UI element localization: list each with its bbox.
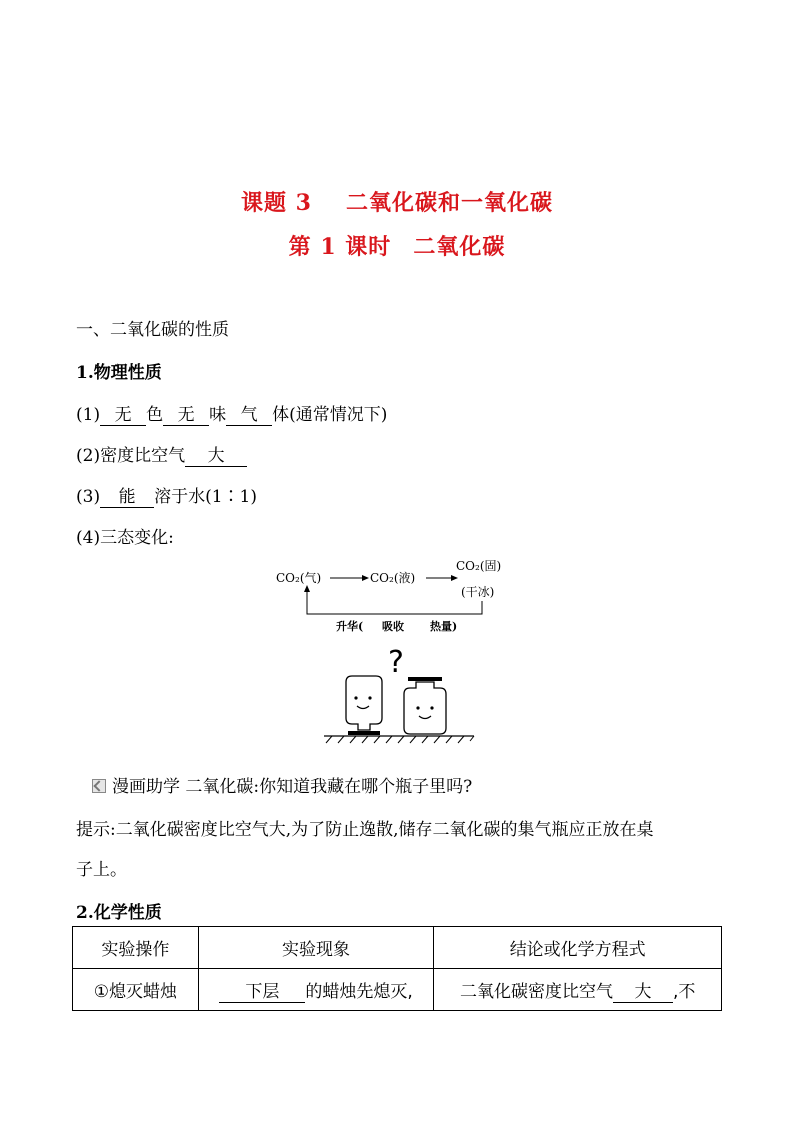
lesson-topic: 二氧化碳和一氧化碳 — [345, 190, 553, 216]
physical-item-3: (3) 能 溶于水(1∶1) — [76, 487, 257, 507]
hint-line-1: 提示:二氧化碳密度比空气大,为了防止逸散,储存二氧化碳的集气瓶应正放在桌 — [76, 820, 654, 840]
period-title — [0, 230, 794, 261]
sublimation-return-line — [307, 592, 482, 614]
hint-line-2: 子上。 — [76, 860, 127, 880]
cell-phenomenon: 下层 的蜡烛先熄灭, — [198, 969, 434, 1011]
sublimation-label: 升华( — [336, 620, 364, 633]
chemical-property-table — [72, 926, 722, 1011]
header-operation: 实验操作 — [73, 927, 199, 969]
blank-density: 大 — [185, 446, 247, 467]
blank-state: 气 — [226, 405, 272, 426]
physical-heading: 1.物理性质 — [76, 363, 162, 383]
period-number: 第 1 课时 — [288, 234, 392, 260]
cell-operation: ①熄灭蜡烛 — [73, 969, 199, 1011]
table-header-row — [73, 927, 722, 969]
table-hatching — [326, 736, 474, 743]
blank-solubility: 能 — [100, 487, 154, 508]
lesson-title — [0, 186, 794, 217]
question-mark: ? — [388, 645, 404, 680]
tip-line — [92, 772, 472, 797]
blank-layer: 下层 — [219, 982, 305, 1003]
arrow-head-2 — [451, 575, 458, 581]
diagram-solid: CO₂(固) — [456, 559, 502, 573]
upright-bottle — [404, 677, 446, 734]
state-change-diagram — [270, 552, 530, 634]
blank-color: 无 — [100, 405, 146, 426]
header-conclusion: 结论或化学方程式 — [434, 927, 722, 969]
lesson-number: 课题 3 — [241, 190, 312, 216]
diagram-liquid: CO₂(液) — [370, 571, 416, 585]
cell-conclusion: 二氧化碳密度比空气 大 ,不 — [434, 969, 722, 1011]
physical-item-2: (2)密度比空气 大 — [76, 441, 247, 467]
arrow-head-3 — [304, 585, 310, 592]
diagram-dry-ice: (干冰) — [461, 585, 495, 599]
table-row — [73, 969, 722, 1011]
header-phenomenon: 实验现象 — [198, 927, 434, 969]
tip-question: 二氧化碳:你知道我藏在哪个瓶子里吗? — [185, 777, 473, 797]
section-heading: 一、二氧化碳的性质 — [76, 320, 229, 340]
heat-label: 热量) — [430, 620, 458, 633]
period-topic: 二氧化碳 — [413, 234, 506, 260]
blank-density-conclusion: 大 — [613, 982, 673, 1003]
chemical-heading: 2.化学性质 — [76, 903, 162, 923]
arrow-head-1 — [362, 575, 369, 581]
tip-title: 漫画助学 — [112, 777, 180, 797]
physical-item-4: (4)三态变化: — [76, 528, 174, 548]
physical-item-1: (1) 无 色 无 味 气 体(通常情况下) — [76, 405, 388, 425]
comic-icon — [92, 779, 106, 793]
inverted-bottle — [346, 676, 382, 735]
diagram-gas: CO₂(气) — [276, 571, 322, 585]
absorb-label: 吸收 — [382, 620, 404, 633]
blank-odor: 无 — [163, 405, 209, 426]
bottle-cartoon — [320, 640, 480, 745]
